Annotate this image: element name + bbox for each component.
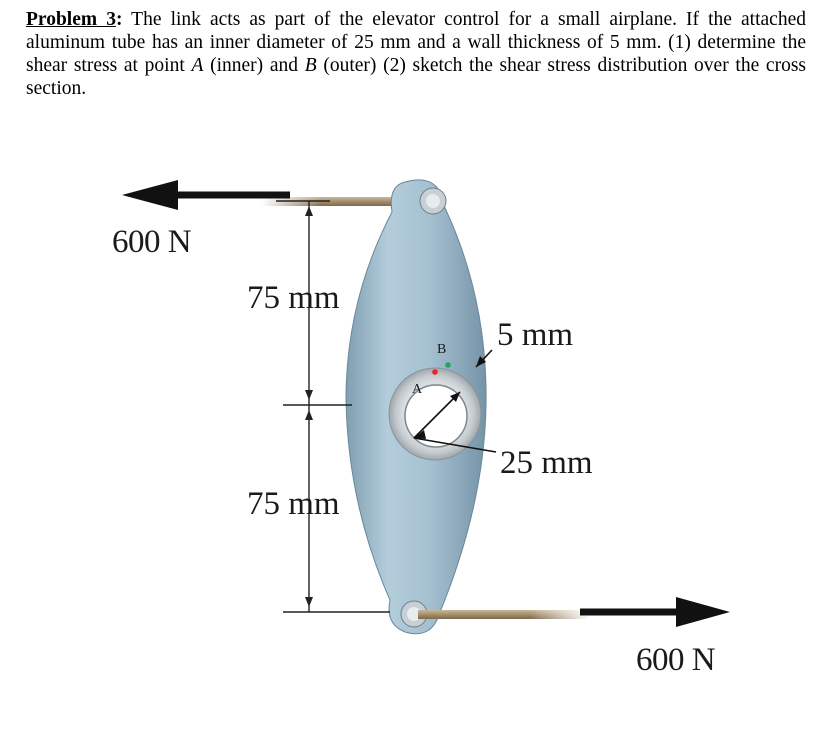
problem-text-2: (inner) and <box>203 55 305 76</box>
wall-thickness-label: 5 mm <box>497 317 574 353</box>
bottom-rod <box>418 609 590 620</box>
problem-point-a: A <box>191 55 204 76</box>
point-b-marker <box>445 362 451 368</box>
problem-point-b: B <box>304 55 317 76</box>
top-pin <box>420 188 446 214</box>
point-b-label: B <box>437 342 447 357</box>
point-a-label: A <box>412 382 423 397</box>
right-force-arrow <box>580 597 730 627</box>
left-force-label: 600 N <box>112 224 192 260</box>
right-force-label: 600 N <box>636 642 716 678</box>
point-a-marker <box>432 369 438 375</box>
problem-text-1: The link acts as part of the elevator control for a small airplane. If the attached aluminum tube has an inner diameter of 25 mm and a wall thickness of 5 mm. (1) determine the shear stress at point <box>26 9 806 76</box>
inner-diameter-label: 25 mm <box>500 445 593 481</box>
bottom-distance-label: 75 mm <box>247 486 340 522</box>
aluminum-tube <box>389 368 481 460</box>
problem-number: Problem 3 <box>26 9 116 30</box>
top-distance-label: 75 mm <box>247 280 340 316</box>
problem-text-3: (outer) (2) sketch the shear stress distribution over the cross section. <box>26 55 807 99</box>
problem-colon: : <box>115 9 123 30</box>
